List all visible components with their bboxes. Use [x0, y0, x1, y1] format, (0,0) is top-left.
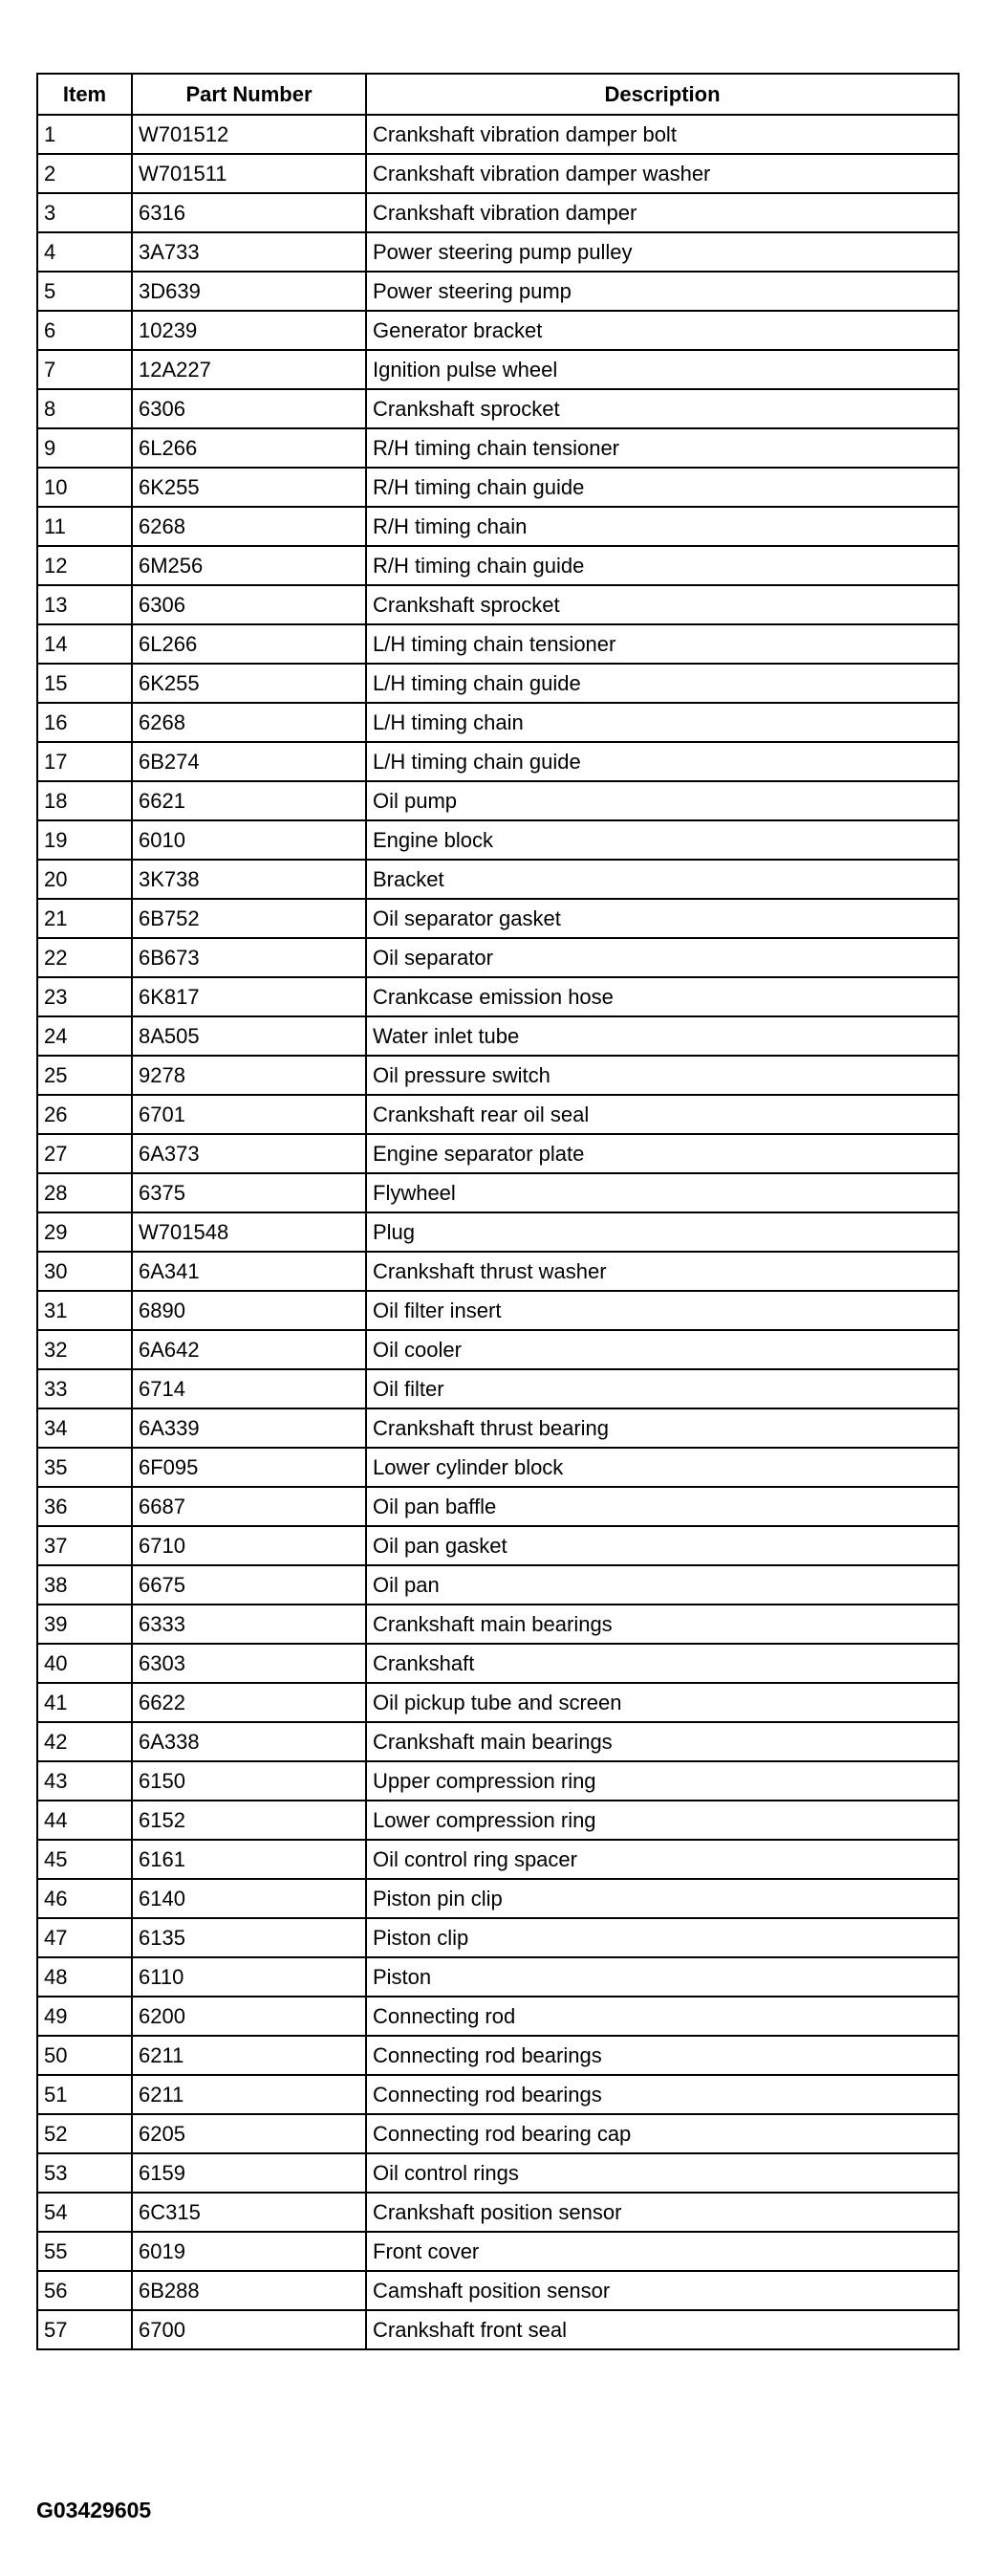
cell-part-number: 6622 — [132, 1683, 366, 1722]
table-row — [37, 703, 959, 742]
cell-description: Oil separator — [366, 938, 959, 977]
cell-part-number: 12A227 — [132, 350, 366, 389]
cell-part-number: 6A373 — [132, 1134, 366, 1173]
cell-item: 43 — [37, 1761, 132, 1801]
cell-item: 35 — [37, 1448, 132, 1487]
cell-part-number: 6L266 — [132, 624, 366, 664]
table-header-row — [37, 74, 959, 115]
table-row — [37, 781, 959, 820]
cell-item: 4 — [37, 232, 132, 272]
cell-part-number: 6375 — [132, 1173, 366, 1212]
cell-item: 14 — [37, 624, 132, 664]
cell-part-number: 6F095 — [132, 1448, 366, 1487]
cell-item: 13 — [37, 585, 132, 624]
cell-part-number: 6150 — [132, 1761, 366, 1801]
cell-description: Oil filter — [366, 1369, 959, 1408]
cell-part-number: 6268 — [132, 703, 366, 742]
table-row — [37, 860, 959, 899]
cell-description: Ignition pulse wheel — [366, 350, 959, 389]
cell-item: 51 — [37, 2075, 132, 2114]
cell-description: Piston pin clip — [366, 1879, 959, 1918]
table-row — [37, 468, 959, 507]
cell-part-number: 6L266 — [132, 428, 366, 468]
cell-description: Crankshaft rear oil seal — [366, 1095, 959, 1134]
cell-description: Crankcase emission hose — [366, 977, 959, 1016]
cell-item: 23 — [37, 977, 132, 1016]
cell-description: Connecting rod — [366, 1997, 959, 2036]
table-row — [37, 2271, 959, 2310]
cell-description: L/H timing chain tensioner — [366, 624, 959, 664]
cell-part-number: 6152 — [132, 1801, 366, 1840]
table-row — [37, 1526, 959, 1565]
cell-part-number: 6B274 — [132, 742, 366, 781]
cell-item: 55 — [37, 2232, 132, 2271]
cell-description: Crankshaft position sensor — [366, 2193, 959, 2232]
header-part-number: Part Number — [132, 74, 366, 115]
cell-description: Crankshaft vibration damper bolt — [366, 115, 959, 154]
cell-part-number: 10239 — [132, 311, 366, 350]
cell-item: 54 — [37, 2193, 132, 2232]
cell-item: 20 — [37, 860, 132, 899]
cell-item: 57 — [37, 2310, 132, 2349]
cell-description: Crankshaft sprocket — [366, 389, 959, 428]
table-row — [37, 1761, 959, 1801]
cell-item: 37 — [37, 1526, 132, 1565]
cell-description: R/H timing chain tensioner — [366, 428, 959, 468]
table-row — [37, 1918, 959, 1957]
cell-item: 33 — [37, 1369, 132, 1408]
cell-part-number: 3K738 — [132, 860, 366, 899]
table-row — [37, 2310, 959, 2349]
table-row — [37, 585, 959, 624]
cell-item: 6 — [37, 311, 132, 350]
cell-item: 52 — [37, 2114, 132, 2153]
cell-part-number: 6205 — [132, 2114, 366, 2153]
cell-description: L/H timing chain guide — [366, 742, 959, 781]
cell-item: 49 — [37, 1997, 132, 2036]
table-row — [37, 1016, 959, 1056]
cell-part-number: 6211 — [132, 2075, 366, 2114]
cell-part-number: 6161 — [132, 1840, 366, 1879]
cell-item: 27 — [37, 1134, 132, 1173]
table-row — [37, 899, 959, 938]
table-row — [37, 1056, 959, 1095]
table-row — [37, 2193, 959, 2232]
cell-item: 2 — [37, 154, 132, 193]
cell-item: 1 — [37, 115, 132, 154]
cell-part-number: 8A505 — [132, 1016, 366, 1056]
cell-part-number: 6110 — [132, 1957, 366, 1997]
cell-item: 46 — [37, 1879, 132, 1918]
cell-item: 25 — [37, 1056, 132, 1095]
cell-item: 32 — [37, 1330, 132, 1369]
table-row — [37, 1997, 959, 2036]
cell-part-number: W701512 — [132, 115, 366, 154]
cell-description: Oil pan gasket — [366, 1526, 959, 1565]
table-row — [37, 1369, 959, 1408]
cell-description: Oil separator gasket — [366, 899, 959, 938]
table-row — [37, 2036, 959, 2075]
cell-description: Water inlet tube — [366, 1016, 959, 1056]
table-row — [37, 1330, 959, 1369]
cell-part-number: 6135 — [132, 1918, 366, 1957]
cell-description: Lower compression ring — [366, 1801, 959, 1840]
cell-item: 40 — [37, 1644, 132, 1683]
cell-description: Front cover — [366, 2232, 959, 2271]
table-row — [37, 938, 959, 977]
cell-description: Piston — [366, 1957, 959, 1997]
cell-description: Crankshaft vibration damper washer — [366, 154, 959, 193]
cell-item: 17 — [37, 742, 132, 781]
cell-description: Flywheel — [366, 1173, 959, 1212]
table-row — [37, 1722, 959, 1761]
table-row — [37, 1212, 959, 1252]
cell-item: 48 — [37, 1957, 132, 1997]
cell-description: Plug — [366, 1212, 959, 1252]
cell-part-number: 9278 — [132, 1056, 366, 1095]
cell-part-number: 3A733 — [132, 232, 366, 272]
cell-part-number: 6159 — [132, 2153, 366, 2193]
table-row — [37, 1487, 959, 1526]
table-row — [37, 742, 959, 781]
cell-part-number: 6890 — [132, 1291, 366, 1330]
table-row — [37, 2075, 959, 2114]
figure-id: G03429605 — [36, 2498, 152, 2522]
cell-description: L/H timing chain — [366, 703, 959, 742]
cell-description: Crankshaft sprocket — [366, 585, 959, 624]
cell-description: Power steering pump — [366, 272, 959, 311]
cell-part-number: 6701 — [132, 1095, 366, 1134]
cell-part-number: 6010 — [132, 820, 366, 860]
cell-part-number: 6316 — [132, 193, 366, 232]
table-row — [37, 115, 959, 154]
cell-description: Oil pan baffle — [366, 1487, 959, 1526]
table-row — [37, 1565, 959, 1605]
cell-item: 22 — [37, 938, 132, 977]
cell-description: Generator bracket — [366, 311, 959, 350]
cell-item: 21 — [37, 899, 132, 938]
cell-description: Crankshaft front seal — [366, 2310, 959, 2349]
table-row — [37, 1252, 959, 1291]
cell-description: Engine separator plate — [366, 1134, 959, 1173]
cell-part-number: 6333 — [132, 1605, 366, 1644]
cell-item: 53 — [37, 2153, 132, 2193]
cell-part-number: 6675 — [132, 1565, 366, 1605]
cell-description: Oil pickup tube and screen — [366, 1683, 959, 1722]
cell-item: 5 — [37, 272, 132, 311]
cell-description: Connecting rod bearings — [366, 2036, 959, 2075]
cell-item: 28 — [37, 1173, 132, 1212]
table-row — [37, 820, 959, 860]
cell-part-number: 6303 — [132, 1644, 366, 1683]
cell-part-number: 6687 — [132, 1487, 366, 1526]
cell-part-number: 6714 — [132, 1369, 366, 1408]
cell-description: Oil control ring spacer — [366, 1840, 959, 1879]
cell-description: Crankshaft vibration damper — [366, 193, 959, 232]
table-row — [37, 1801, 959, 1840]
cell-item: 44 — [37, 1801, 132, 1840]
cell-part-number: 6A341 — [132, 1252, 366, 1291]
table-row — [37, 1173, 959, 1212]
cell-item: 10 — [37, 468, 132, 507]
cell-part-number: 6B752 — [132, 899, 366, 938]
cell-part-number: 6268 — [132, 507, 366, 546]
cell-item: 29 — [37, 1212, 132, 1252]
cell-description: Oil pan — [366, 1565, 959, 1605]
cell-description: Crankshaft — [366, 1644, 959, 1683]
cell-part-number: 6019 — [132, 2232, 366, 2271]
table-row — [37, 1644, 959, 1683]
cell-item: 39 — [37, 1605, 132, 1644]
table-row — [37, 1957, 959, 1997]
cell-part-number: 6306 — [132, 389, 366, 428]
cell-item: 47 — [37, 1918, 132, 1957]
cell-item: 42 — [37, 1722, 132, 1761]
parts-table — [36, 73, 960, 2350]
table-row — [37, 1683, 959, 1722]
cell-part-number: W701511 — [132, 154, 366, 193]
cell-part-number: 6211 — [132, 2036, 366, 2075]
cell-description: Connecting rod bearings — [366, 2075, 959, 2114]
cell-item: 30 — [37, 1252, 132, 1291]
table-row — [37, 1291, 959, 1330]
table-row — [37, 311, 959, 350]
table-row — [37, 193, 959, 232]
cell-item: 26 — [37, 1095, 132, 1134]
cell-item: 36 — [37, 1487, 132, 1526]
cell-item: 50 — [37, 2036, 132, 2075]
cell-item: 41 — [37, 1683, 132, 1722]
cell-item: 24 — [37, 1016, 132, 1056]
cell-description: Upper compression ring — [366, 1761, 959, 1801]
table-row — [37, 2232, 959, 2271]
cell-item: 7 — [37, 350, 132, 389]
cell-description: Oil filter insert — [366, 1291, 959, 1330]
cell-description: Oil cooler — [366, 1330, 959, 1369]
cell-item: 34 — [37, 1408, 132, 1448]
cell-description: Lower cylinder block — [366, 1448, 959, 1487]
cell-description: Power steering pump pulley — [366, 232, 959, 272]
cell-description: Crankshaft thrust bearing — [366, 1408, 959, 1448]
table-row — [37, 232, 959, 272]
cell-description: R/H timing chain guide — [366, 546, 959, 585]
cell-part-number: 6B673 — [132, 938, 366, 977]
cell-part-number: 6B288 — [132, 2271, 366, 2310]
table-row — [37, 2153, 959, 2193]
cell-description: R/H timing chain — [366, 507, 959, 546]
cell-part-number: 6710 — [132, 1526, 366, 1565]
cell-description: Oil pump — [366, 781, 959, 820]
cell-part-number: 6306 — [132, 585, 366, 624]
table-row — [37, 1605, 959, 1644]
cell-item: 11 — [37, 507, 132, 546]
table-row — [37, 1408, 959, 1448]
table-row — [37, 1448, 959, 1487]
cell-description: Oil pressure switch — [366, 1056, 959, 1095]
cell-item: 19 — [37, 820, 132, 860]
cell-part-number: 6C315 — [132, 2193, 366, 2232]
cell-part-number: 6A642 — [132, 1330, 366, 1369]
table-row — [37, 1095, 959, 1134]
cell-description: R/H timing chain guide — [366, 468, 959, 507]
cell-part-number: 6A339 — [132, 1408, 366, 1448]
cell-description: Crankshaft main bearings — [366, 1605, 959, 1644]
cell-item: 45 — [37, 1840, 132, 1879]
cell-part-number: 3D639 — [132, 272, 366, 311]
cell-part-number: 6K255 — [132, 468, 366, 507]
table-row — [37, 977, 959, 1016]
cell-item: 9 — [37, 428, 132, 468]
table-row — [37, 664, 959, 703]
cell-item: 18 — [37, 781, 132, 820]
cell-part-number: 6M256 — [132, 546, 366, 585]
parts-table-container — [36, 73, 958, 2350]
table-row — [37, 1879, 959, 1918]
cell-item: 12 — [37, 546, 132, 585]
cell-part-number: 6621 — [132, 781, 366, 820]
cell-description: Engine block — [366, 820, 959, 860]
cell-part-number: 6700 — [132, 2310, 366, 2349]
cell-description: Crankshaft main bearings — [366, 1722, 959, 1761]
table-row — [37, 1840, 959, 1879]
header-item: Item — [37, 74, 132, 115]
table-row — [37, 507, 959, 546]
cell-description: Connecting rod bearing cap — [366, 2114, 959, 2153]
cell-item: 56 — [37, 2271, 132, 2310]
cell-item: 8 — [37, 389, 132, 428]
cell-part-number: 6140 — [132, 1879, 366, 1918]
cell-description: Bracket — [366, 860, 959, 899]
table-body — [37, 115, 959, 2349]
table-row — [37, 154, 959, 193]
cell-description: Crankshaft thrust washer — [366, 1252, 959, 1291]
table-row — [37, 350, 959, 389]
table-row — [37, 389, 959, 428]
table-row — [37, 428, 959, 468]
header-description: Description — [366, 74, 959, 115]
table-row — [37, 272, 959, 311]
cell-description: Oil control rings — [366, 2153, 959, 2193]
cell-item: 16 — [37, 703, 132, 742]
cell-item: 38 — [37, 1565, 132, 1605]
cell-description: L/H timing chain guide — [366, 664, 959, 703]
cell-part-number: 6K255 — [132, 664, 366, 703]
cell-part-number: 6K817 — [132, 977, 366, 1016]
cell-description: Piston clip — [366, 1918, 959, 1957]
cell-part-number: W701548 — [132, 1212, 366, 1252]
table-row — [37, 624, 959, 664]
cell-item: 15 — [37, 664, 132, 703]
table-row — [37, 2114, 959, 2153]
cell-item: 31 — [37, 1291, 132, 1330]
cell-part-number: 6200 — [132, 1997, 366, 2036]
cell-item: 3 — [37, 193, 132, 232]
cell-part-number: 6A338 — [132, 1722, 366, 1761]
cell-description: Camshaft position sensor — [366, 2271, 959, 2310]
table-row — [37, 1134, 959, 1173]
table-row — [37, 546, 959, 585]
